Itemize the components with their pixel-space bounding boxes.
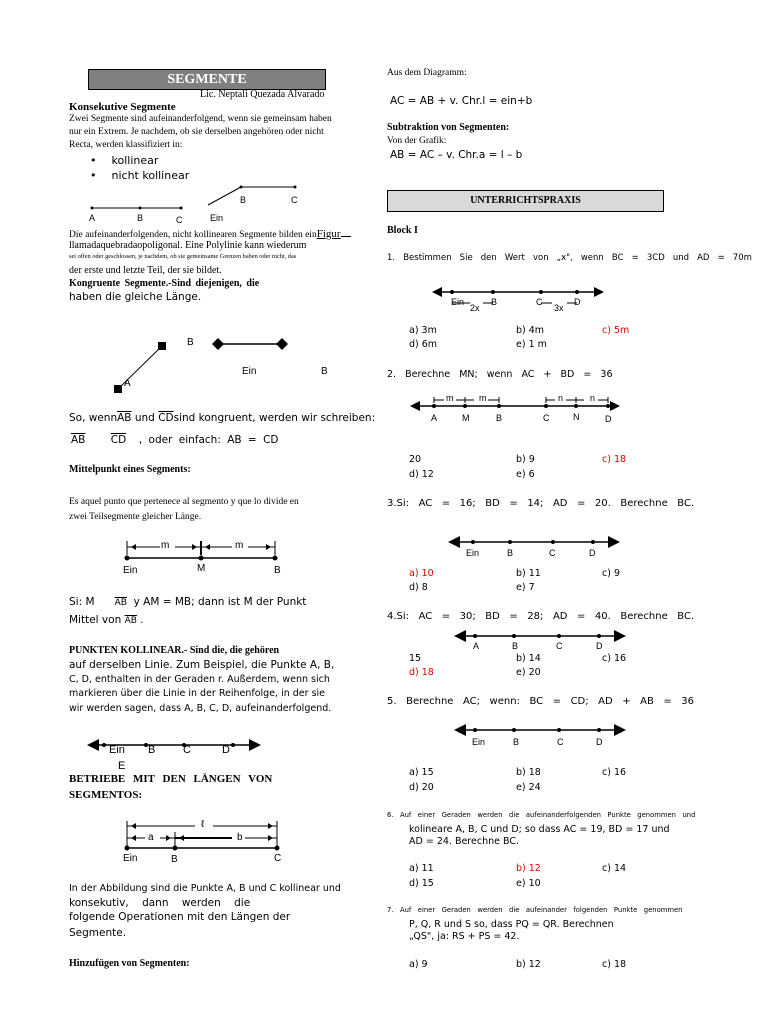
midpoint-line-1: Es aquel punto que pertenece al segmento y que lo divide en [69,497,299,507]
figure-text-1: In der Abbildung sind die Punkte A, B und C kollinear und [69,883,341,894]
answer-option: c) 16 [602,653,627,664]
answer-option: c) 16 [602,767,627,778]
author: Lic. Neptali Quezada Alvarado [200,89,325,100]
point-label: B [171,854,178,865]
figure-text-2: konsekutiv, dann werden die [69,897,251,909]
point-label: B [496,413,503,423]
bullet-item: • kollinear [90,154,159,167]
point-label: C [557,737,564,747]
mittel-line: Mittel von $\overline{AB}$ . [69,614,144,626]
answer-option: a) 15 [409,767,434,778]
answer-option: a) 3m [409,325,437,336]
answer-option: b) 18 [516,767,541,778]
answer-option: a) 11 [409,863,434,874]
n-label: n [590,393,596,403]
point-label: B [187,337,194,348]
answer-option: c) 9 [602,568,620,579]
answer-option: 20 [409,454,422,465]
point-label: D [596,641,603,651]
point-label: B [321,366,328,377]
congruent-segments-figure [110,335,300,395]
ops-heading-2: SEGMENTOS: [69,789,143,801]
point-label: C [536,297,543,307]
page-title: SEGMENTE [167,72,247,87]
answer-option: b) 11 [516,568,541,579]
practice-title: UNTERRICHTSPRAXIS [470,195,581,206]
point-label: D [222,744,230,756]
answer-option: c) 18 [602,959,627,970]
point-label: C [274,853,282,864]
collinear-heading: PUNKTEN KOLLINEAR.- Sind die, die gehören [69,645,280,656]
answer-option: d) 12 [409,469,434,480]
si-line: Si: M $\overline{AB}$ y AM = MB; dann ist M der Punkt [69,596,307,608]
point-label: B [512,641,519,651]
m-label: m [446,393,454,403]
answer-option-correct: a) 10 [409,568,434,579]
answer-option: b) 4m [516,325,545,336]
point-label: C [183,744,191,756]
addition-heading: Hinzufügen von Segmenten: [69,958,190,969]
point-label: C [549,548,556,558]
answer-option: d) 20 [409,782,434,793]
nonconsec-line-3: sei offen oder geschlossen, je nachdem, ob sie gemeinsame Grenzen haben oder nicht, das [69,253,297,260]
nonconsec-line-2: llamadaquebradaopoligonal. Eine Polylinie kann wiederum [69,240,307,251]
point-label: M [462,413,470,423]
collinear-line-4: wir werden sagen, dass A, B, C, D, aufeinanderfolgend. [69,703,332,714]
formula-1: AC = AB + v. Chr.l = ein+b [390,95,533,107]
midpoint-heading: Mittelpunkt eines Segments: [69,464,191,475]
answer-option: e) 10 [516,878,541,889]
figure-text-4: Segmente. [69,927,127,939]
answer-option-correct: b) 12 [516,863,541,874]
answer-option: b) 9 [516,454,535,465]
point-label: D [574,297,581,307]
point-label: Ein [210,213,224,223]
part-label: b [237,832,243,843]
m-label: m [479,393,487,403]
point-label: B [137,213,144,223]
collinear-line-2: C, D, enthalten in der Geraden r. Außerdem, wenn sich [69,674,330,685]
point-label: D [605,414,612,424]
point-label: N [573,412,580,422]
non-collinear-segments-figure [205,183,305,213]
from-diagram: Aus dem Diagramm: [387,68,467,78]
answer-option: e) 1 m [516,339,547,350]
answer-option: e) 20 [516,667,541,678]
formula-2: AB = AC – v. Chr.a = l – b [390,149,523,161]
question-6-line-2: kolineare A, B, C und D; so dass AC = 19, BD = 17 und [409,824,670,835]
answer-option-correct: c) 18 [602,454,627,465]
congruent-heading: Kongruente Segmente.-Sind diejenigen, die [69,278,260,289]
point-label: B [148,744,156,756]
consec-line-2: nur ein Extrem. Je nachdem, ob sie derselben angehören oder nicht [69,127,324,137]
point-label: B [240,195,247,205]
answer-option: d) 6m [409,339,438,350]
point-label: Ein [466,548,480,558]
answer-option-correct: c) 5m [602,325,630,336]
collinear-line-1: auf derselben Linie. Zum Beispiel, die Punkte A, B, [69,659,335,671]
point-label: C [543,413,550,423]
point-label: Ein [451,297,465,307]
answer-option: e) 7 [516,582,535,593]
answer-option: e) 24 [516,782,541,793]
collinear-line-3: markieren über die Linie in der Reihenfolge, in der sie [69,688,326,699]
question-1: 1. Bestimmen Sie den Wert von „x", wenn BC = 3CD und AD = 70m [387,253,752,263]
point-label: A [89,213,96,223]
point-label: Ein [109,744,125,756]
n-label: n [558,393,564,403]
question-3: 3.Si: AC = 16; BD = 14; AD = 20. Berechne BC. [387,498,695,509]
q5-figure [452,724,632,738]
block-label: Block I [387,225,418,236]
point-label: A [473,641,480,651]
part-label: a [148,832,154,843]
consec-line-1: Zwei Segmente sind aufeinanderfolgend, wenn sie gemeinsam haben [69,114,332,124]
point-label: B [491,297,498,307]
point-label: Ein [123,853,138,864]
question-7-line-1: 7. Auf einer Geraden werden die aufeinander folgenden Punkte genommen [387,906,683,914]
midpoint-line-2: zwei Teilsegmente gleicher Länge. [69,512,202,522]
point-label: B [513,737,520,747]
point-label: B [274,565,281,576]
point-label: A [431,413,438,423]
consec-heading: Konsekutive Segmente [69,101,176,113]
question-7-line-3: „QS", ja: RS + PS = 42. [409,931,520,942]
question-6-line-1: 6. Auf einer Geraden werden die aufeinanderfolgenden Punkte genommen und [387,811,696,819]
so-line: So, $wenn\overline{AB}$ und $\overline{CD}\sin d$ kongruent, werden wir schreiben: [69,412,376,424]
point-label: D [589,548,596,558]
from-graphic: Von der Grafik: [387,136,447,146]
ops-heading-1: BETRIEBE MIT DEN LÄNGEN VON [69,773,273,785]
answer-option: a) 9 [409,959,428,970]
practice-header [387,190,664,212]
point-label: C [176,215,183,225]
point-label: Ein [123,565,138,576]
m-label: m [235,540,244,551]
title-box [88,69,326,90]
question-4: 4.Si: AC = 30; BD = 28; AD = 40. Berechne BC. [387,611,695,622]
point-label: Ein [472,737,486,747]
answer-option: b) 14 [516,653,541,664]
point-label: D [596,737,603,747]
segment-addition-figure [120,818,290,858]
consec-line-3: Recta, werden klassifiziert in: [69,140,183,150]
point-label: E [118,760,126,772]
answer-option: 15 [409,653,422,664]
bullet-item: • nicht kollinear [90,169,190,182]
answer-option-correct: d) 18 [409,667,434,678]
congruence-expression: $\overline{AB}$ $\overline{CD}$ , oder einfach: AB = CD [71,434,279,446]
congruent-line-2: haben die gleiche Länge. [69,291,202,303]
point-label: C [556,641,563,651]
question-7-line-2: P, Q, R und S so, dass PQ = QR. Berechnen [409,919,614,930]
point-label: C [291,195,298,205]
nonconsec-line-1: Die aufeinanderfolgenden, nicht kollinearen Segmente bilden einFigur [69,228,351,240]
point-label: Ein [242,366,257,377]
answer-option: d) 15 [409,878,434,889]
figure-text-3: folgende Operationen mit den Längen der [69,911,291,923]
part-label: 3x [554,303,564,313]
part-label: 2x [470,303,480,313]
answer-option: d) 8 [409,582,428,593]
answer-option: e) 6 [516,469,535,480]
nonconsec-line-4: der erste und letzte Teil, der sie bildet. [69,265,222,276]
m-label: m [161,540,170,551]
subtraction-heading: Subtraktion von Segmenten: [387,122,510,133]
part-label: ℓ [201,819,205,830]
question-6-line-3: AD = 24. Berechne BC. [409,836,519,847]
question-5: 5. Berechne AC; wenn: BC = CD; AD + AB = 36 [387,696,695,707]
question-2: 2. Berechne MN; wenn AC + BD = 36 [387,369,613,380]
answer-option: c) 14 [602,863,627,874]
answer-option: b) 12 [516,959,541,970]
point-label: A [124,378,131,389]
point-label: B [507,548,514,558]
point-label: M [197,563,206,574]
